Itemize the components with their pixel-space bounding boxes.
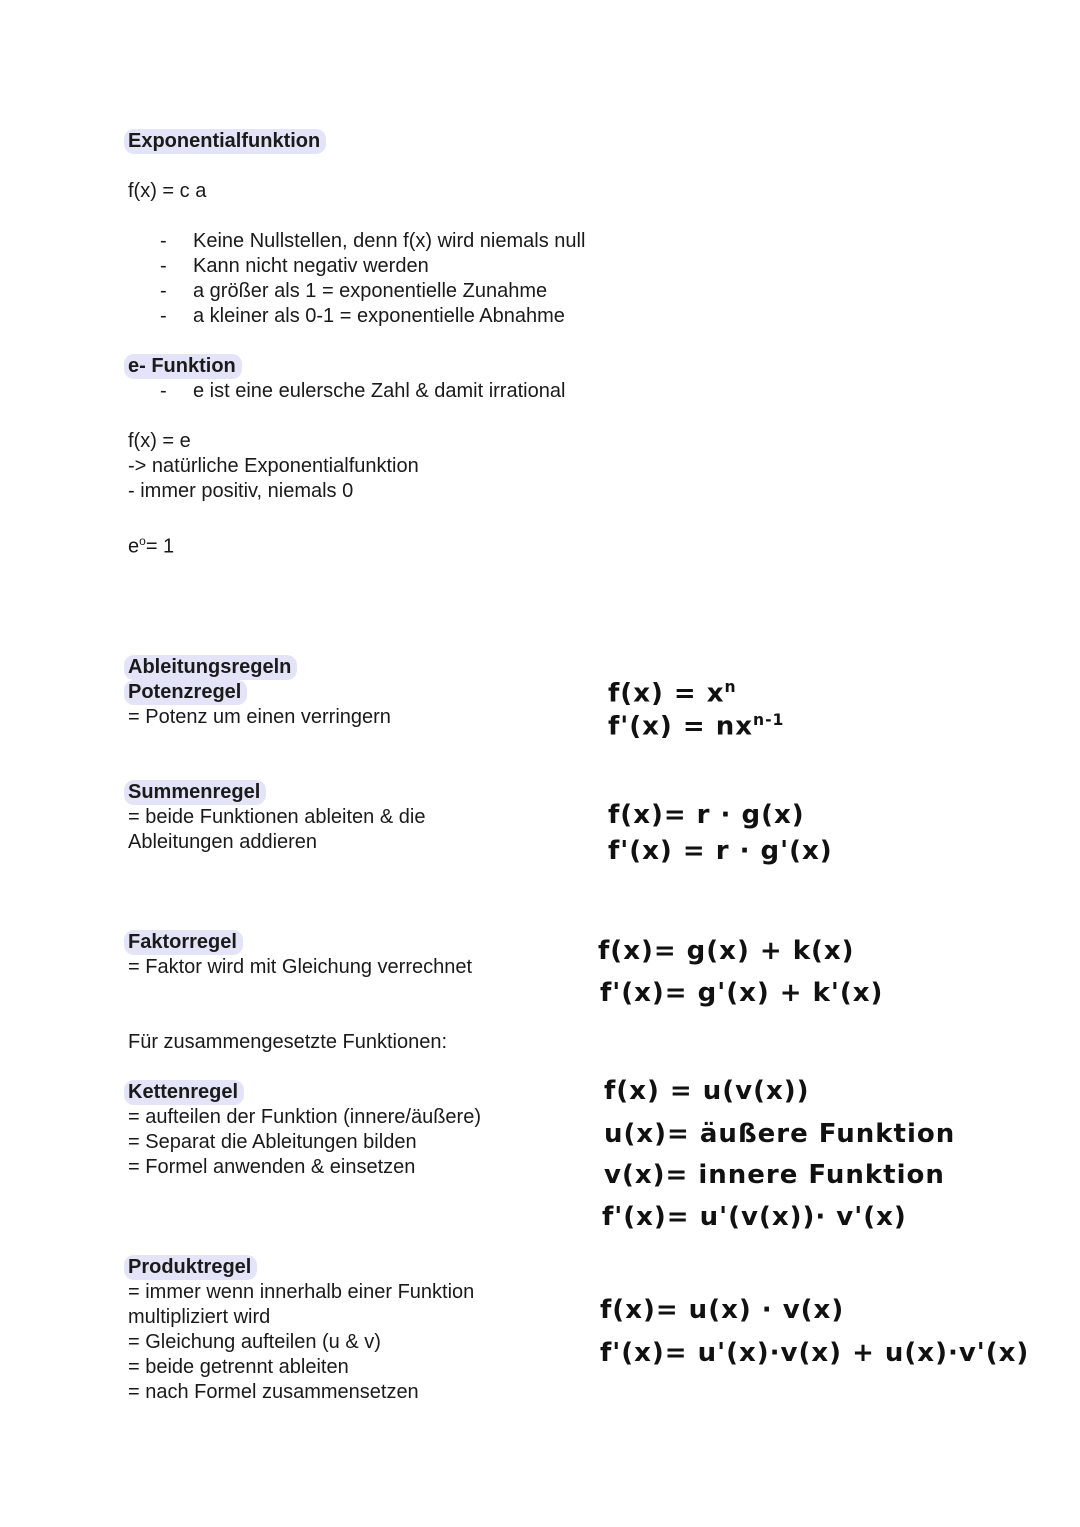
- e-exponent: o: [139, 534, 146, 548]
- produkt-desc-2: multipliziert wird: [128, 1306, 271, 1328]
- section-heading-kettenregel: Kettenregel: [124, 1080, 244, 1105]
- kette-formula-3: v(x)= innere Funktion: [604, 1160, 945, 1190]
- kette-formula-2: u(x)= äußere Funktion: [604, 1119, 956, 1149]
- summe-desc-1: = beide Funktionen ableiten & die: [128, 806, 426, 828]
- summe-desc-2: Ableitungen addieren: [128, 831, 318, 853]
- section-heading-ableitungsregeln: Ableitungsregeln: [124, 655, 297, 680]
- potenz-formula-2: $f'(x) = nx^{n-1}$: [608, 711, 785, 742]
- produkt-desc-3: = Gleichung aufteilen (u & v): [128, 1331, 381, 1353]
- produkt-formula-1: f(x)= u(x) · v(x): [600, 1295, 845, 1325]
- section-heading-produktregel: Produktregel: [124, 1255, 257, 1280]
- list-item-text: Kann nicht negativ werden: [193, 255, 429, 277]
- section-heading-faktorregel: Faktorregel: [124, 930, 243, 955]
- section-heading-summenregel: Summenregel: [124, 780, 266, 805]
- produkt-desc-5: = nach Formel zusammensetzen: [128, 1381, 419, 1403]
- list-item-text: e ist eine eulersche Zahl & damit irrational: [193, 380, 566, 402]
- potenz-formula-1: $f(x) = x^n$: [608, 678, 737, 709]
- summe-formula-1: f(x)= r · g(x): [608, 800, 805, 830]
- section-heading-potenzregel: Potenzregel: [124, 680, 247, 705]
- e-base: e: [128, 535, 140, 558]
- produkt-desc-1: = immer wenn innerhalb einer Funktion: [128, 1281, 475, 1303]
- efunc-line-2: - immer positiv, niemals 0: [128, 480, 354, 502]
- produkt-desc-4: = beide getrennt ableiten: [128, 1356, 349, 1378]
- list-item-text: a größer als 1 = exponentielle Zunahme: [193, 280, 548, 302]
- kette-formula-4: f'(x)= u'(v(x))· v'(x): [602, 1202, 907, 1232]
- e-result: = 1: [145, 535, 175, 558]
- produkt-formula-2: f'(x)= u'(x)·v(x) + u(x)·v'(x): [600, 1338, 1030, 1368]
- efunc-formula: f(x) = e: [128, 430, 191, 452]
- faktor-desc: = Faktor wird mit Gleichung verrechnet: [128, 956, 473, 978]
- list-item-text: Keine Nullstellen, denn f(x) wird niemals null: [193, 230, 586, 252]
- kette-desc-1: = aufteilen der Funktion (innere/äußere): [128, 1106, 481, 1128]
- composite-intro: Für zusammengesetzte Funktionen:: [128, 1031, 448, 1053]
- faktor-formula-2: f'(x)= g'(x) + k'(x): [600, 978, 884, 1008]
- section-heading-e-funktion: e- Funktion: [124, 354, 242, 379]
- kette-desc-3: = Formel anwenden & einsetzen: [128, 1156, 416, 1178]
- kette-formula-1: f(x) = u(v(x)): [604, 1076, 810, 1106]
- summe-formula-2: f'(x) = r · g'(x): [608, 836, 833, 866]
- potenz-desc: = Potenz um einen verringern: [128, 706, 391, 728]
- list-item-text: a kleiner als 0-1 = exponentielle Abnahme: [193, 305, 565, 327]
- kette-desc-2: = Separat die Ableitungen bilden: [128, 1131, 417, 1153]
- e-power-zero: [128, 529, 174, 560]
- section-heading-exponentialfunktion: Exponentialfunktion: [124, 129, 326, 154]
- efunc-line-1: -> natürliche Exponentialfunktion: [128, 455, 419, 477]
- faktor-formula-1: f(x)= g(x) + k(x): [598, 936, 855, 966]
- exp-formula: f(x) = c a: [128, 180, 207, 202]
